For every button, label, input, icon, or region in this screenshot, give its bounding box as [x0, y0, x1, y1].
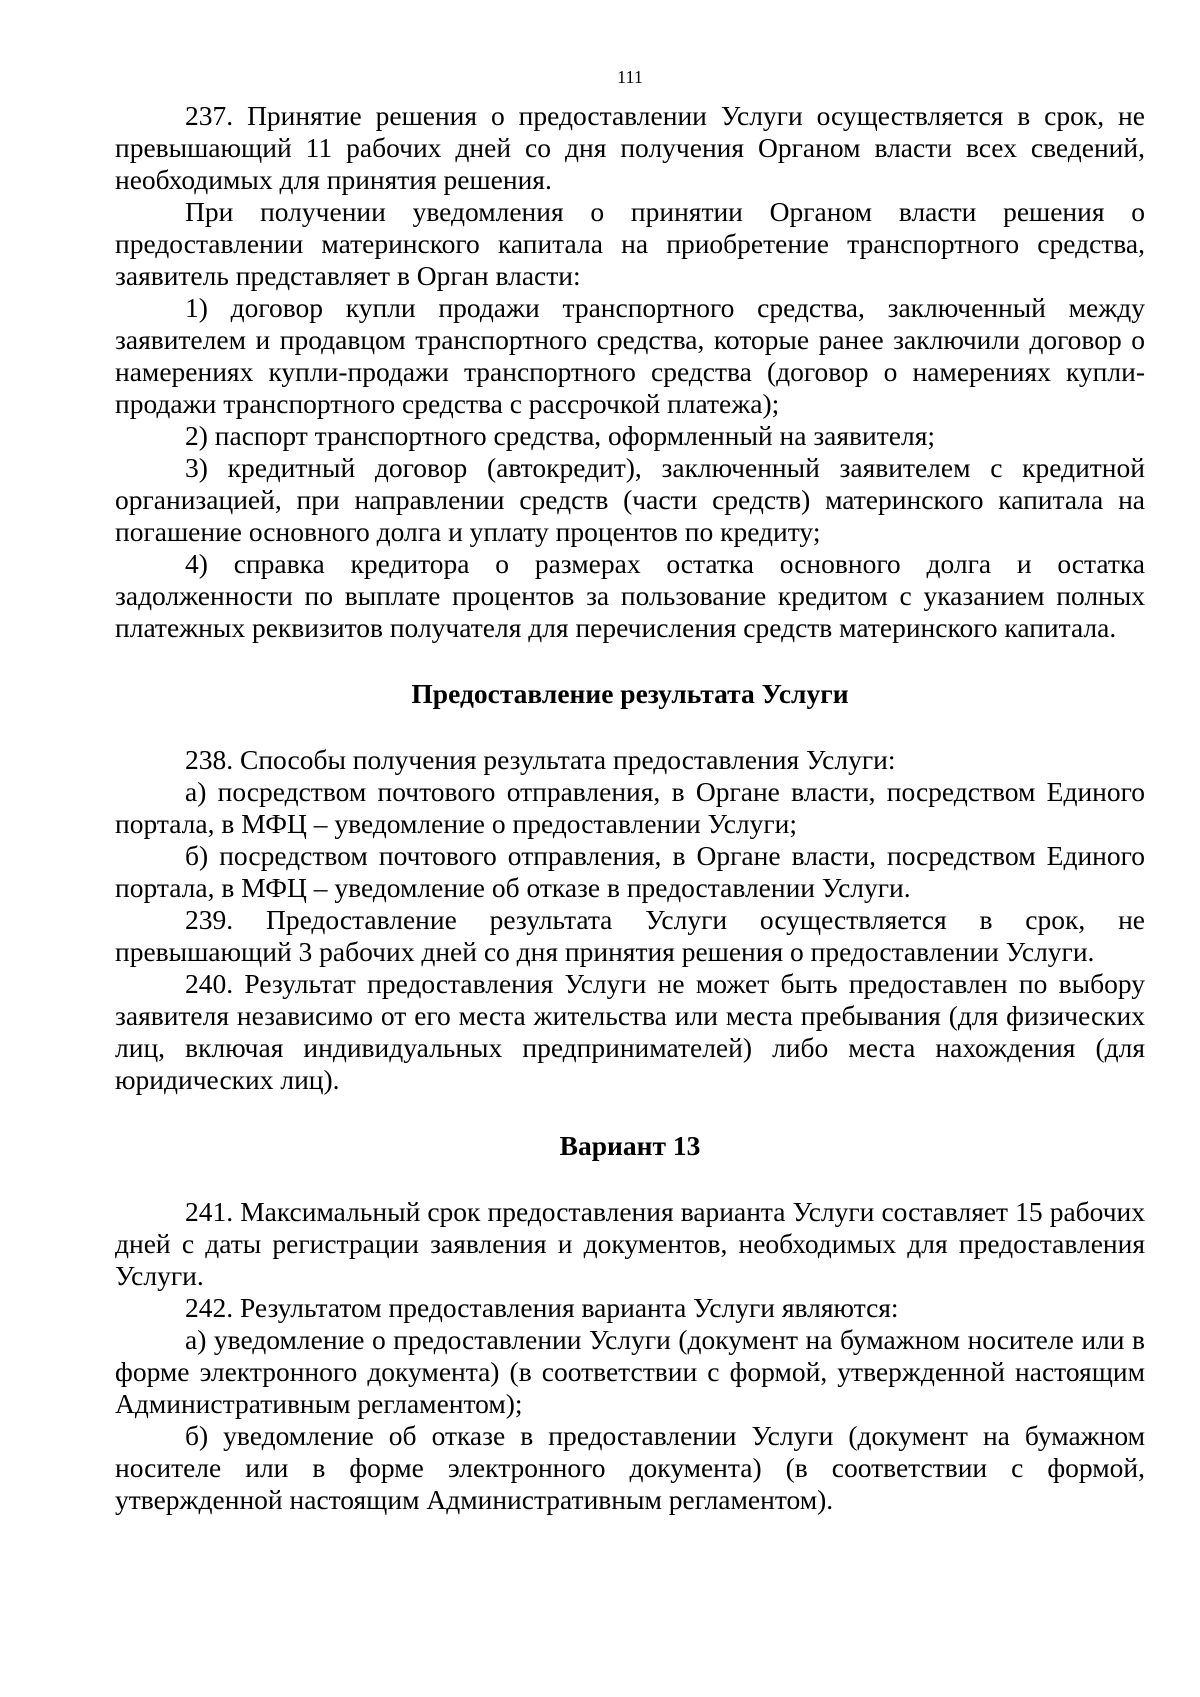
list-item-2-vehicle-passport: 2) паспорт транспортного средства, оформленный на заявителя; — [185, 420, 935, 451]
list-item-b-notification-refusal: б) посредством почтового отправления, в Органе власти, посредством Единого портала, в МФЦ – уведомление об отказе в предоставлении Услуги. — [115, 840, 1145, 903]
paragraph-240: 240. Результат предоставления Услуги не может быть предоставлен по выбору заявителя независимо от его места жительства или места пребывания (для физических лиц, включая индивидуальных предпринимателей) либо места нахождения (для юридических лиц). — [115, 968, 1145, 1095]
paragraph-241: 241. Максимальный срок предоставления варианта Услуги составляет 15 рабочих дней с даты регистрации заявления и документов, необходимых для предоставления Услуги. — [115, 1196, 1145, 1291]
paragraph-238: 238. Способы получения результата предоставления Услуги: — [185, 744, 896, 775]
paragraph-239: 239. Предоставление результата Услуги осуществляется в срок, не превышающий 3 рабочих дней со дня принятия решения о предоставлении Услуги. — [115, 904, 1145, 967]
paragraph-notification-receipt: При получении уведомления о принятии Органом власти решения о предоставлении материнского капитала на приобретение транспортного средства, заявитель представляет в Орган власти: — [115, 196, 1145, 291]
list-item-4-creditor-certificate: 4) справка кредитора о размерах остатка основного долга и остатка задолженности по выплате процентов за пользование кредитом с указанием полных платежных реквизитов получателя для перечисления средств материнского капитала. — [115, 548, 1145, 643]
section-heading-result: Предоставление результата Услуги — [411, 678, 849, 709]
paragraph-242: 242. Результатом предоставления варианта Услуги являются: — [185, 1292, 899, 1323]
page-number: 111 — [617, 67, 643, 87]
section-heading-variant-13: Вариант 13 — [559, 1130, 701, 1161]
list-item-1-sale-contract: 1) договор купли продажи транспортного средства, заключенный между заявителем и продавцом транспортного средства, которые ранее заключили договор о намерениях купли-продажи транспортного средства (договор о намерениях купли-продажи транспортного средства с рассрочкой платежа); — [115, 292, 1145, 419]
list-item-b-refusal-document: б) уведомление об отказе в предоставлении Услуги (документ на бумажном носителе или в форме электронного документа) (в соответствии с формой, утвержденной настоящим Административным регламентом). — [115, 1420, 1145, 1515]
document-page — [115, 66, 1145, 1516]
list-item-3-credit-agreement: 3) кредитный договор (автокредит), заключенный заявителем с кредитной организацией, при направлении средств (части средств) материнского капитала на погашение основного долга и уплату процентов по кредиту; — [115, 452, 1145, 547]
paragraph-237: 237. Принятие решения о предоставлении Услуги осуществляется в срок, не превышающий 11 рабочих дней со дня получения Органом власти всех сведений, необходимых для принятия решения. — [115, 100, 1145, 195]
list-item-a-grant-document: а) уведомление о предоставлении Услуги (документ на бумажном носителе или в форме электронного документа) (в соответствии с формой, утвержденной настоящим Административным регламентом); — [115, 1324, 1145, 1419]
list-item-a-notification-grant: а) посредством почтового отправления, в Органе власти, посредством Единого портала, в МФЦ – уведомление о предоставлении Услуги; — [115, 776, 1145, 839]
